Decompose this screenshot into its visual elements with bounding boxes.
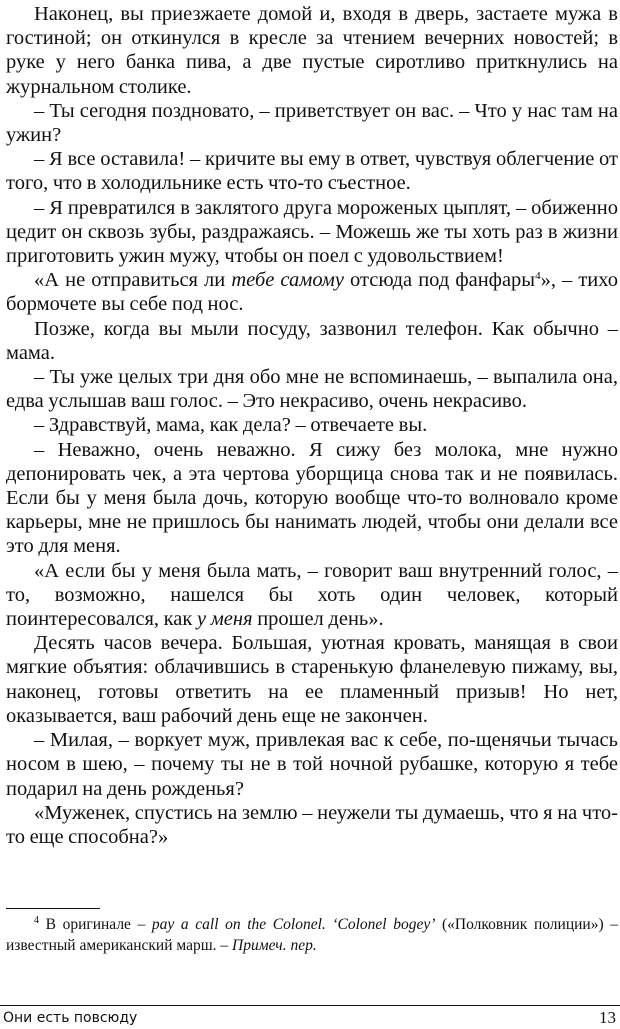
paragraph: – Ты уже целых три дня обо мне не вспоминаешь, – выпалила она, едва услышав ваш голос. – Это некрасиво, очень некрасиво. bbox=[6, 366, 618, 413]
italic-phrase: у меня bbox=[196, 608, 253, 631]
paragraph: – Я все оставила! – кричите вы ему в ответ, чувствуя облегчение от того, что в холодильнике есть что-то съестное. bbox=[6, 148, 618, 195]
text-segment: прошел день». bbox=[252, 608, 384, 631]
paragraph-with-italic bbox=[6, 559, 618, 632]
text-segment: отсюда под фанфары bbox=[343, 269, 536, 292]
paragraph: – Милая, – воркует муж, привлекая вас к себе, по-щенячьи тычась носом в шею, – почему ты не в той ночной рубашке, которую я тебе подарил на день рожденья? bbox=[6, 729, 618, 800]
running-title: Они есть повсюду bbox=[3, 1010, 138, 1026]
footnote bbox=[6, 914, 618, 956]
italic-phrase: Примеч. пер. bbox=[232, 937, 317, 954]
paragraph: – Неважно, очень неважно. Я сижу без молока, мне нужно депонировать чек, а эта чертова уборщица снова так и не появилась. Если бы у меня была дочь, которую вообще что-то волновало кроме карьеры, мне не пришлось бы нанимать людей, чтобы они делали все это для меня. bbox=[6, 438, 618, 558]
text-segment: В оригинале – bbox=[39, 916, 152, 933]
footnote-divider bbox=[6, 908, 100, 909]
paragraph: «Муженек, спустись на землю – неужели ты думаешь, что я на что-то еще способна?» bbox=[6, 801, 618, 848]
paragraph: Наконец, вы приезжаете домой и, входя в дверь, застаете мужа в гостиной; он откинулся в кресле за чтением вечерних новостей; в руке у него банка пива, а две пустые сиротливо приткнулись на журнальном столике. bbox=[6, 3, 618, 98]
paragraph: – Ты сегодня поздновато, – приветствует он вас. – Что у нас там на ужин? bbox=[6, 99, 618, 147]
paragraph-with-footnote bbox=[6, 268, 618, 316]
paragraph: Позже, когда вы мыли посуду, зазвонил телефон. Как обычно – мама. bbox=[6, 317, 618, 364]
text-segment: », – тихо бормочете вы себе под нос. bbox=[6, 269, 618, 316]
paragraph: – Здравствуй, мама, как дела? – отвечаете вы. bbox=[34, 414, 428, 437]
main-text bbox=[6, 2, 618, 849]
page-number: 13 bbox=[599, 1008, 616, 1027]
paragraph: Десять часов вечера. Большая, уютная кровать, манящая в свои мягкие объятия: облачившись в старенькую фланелевую пижаму, вы, наконец, готовы ответить на ее пламенный призыв! Но нет, оказывается, ваш рабочий день еще не закончен. bbox=[6, 632, 618, 727]
footer-divider bbox=[0, 1005, 620, 1006]
footnote-text bbox=[6, 914, 618, 956]
italic-phrase: pay a call on the Colonel. ‘Colonel bogey’ bbox=[151, 916, 436, 933]
italic-phrase: тебе самому bbox=[231, 269, 344, 292]
footnote-reference[interactable]: 4 bbox=[535, 270, 541, 283]
footnote-mark: 4 bbox=[34, 915, 39, 926]
text-segment: («Полковник полиции») – известный американский марш. – bbox=[6, 916, 618, 954]
paragraph: – Я превратился в заклятого друга мороженых цыплят, – обиженно цедит он сквозь зубы, раздражаясь. – Можешь же ты хоть раз в жизни приготовить ужин мужу, чтобы он поел с удовольствием! bbox=[6, 196, 618, 268]
text-segment: «А если бы у меня была мать, – говорит ваш внутренний голос, – то, возможно, нашелся бы хоть один человек, который поинтересовался, как bbox=[6, 559, 618, 631]
text-segment: «А не отправиться ли bbox=[34, 269, 232, 292]
